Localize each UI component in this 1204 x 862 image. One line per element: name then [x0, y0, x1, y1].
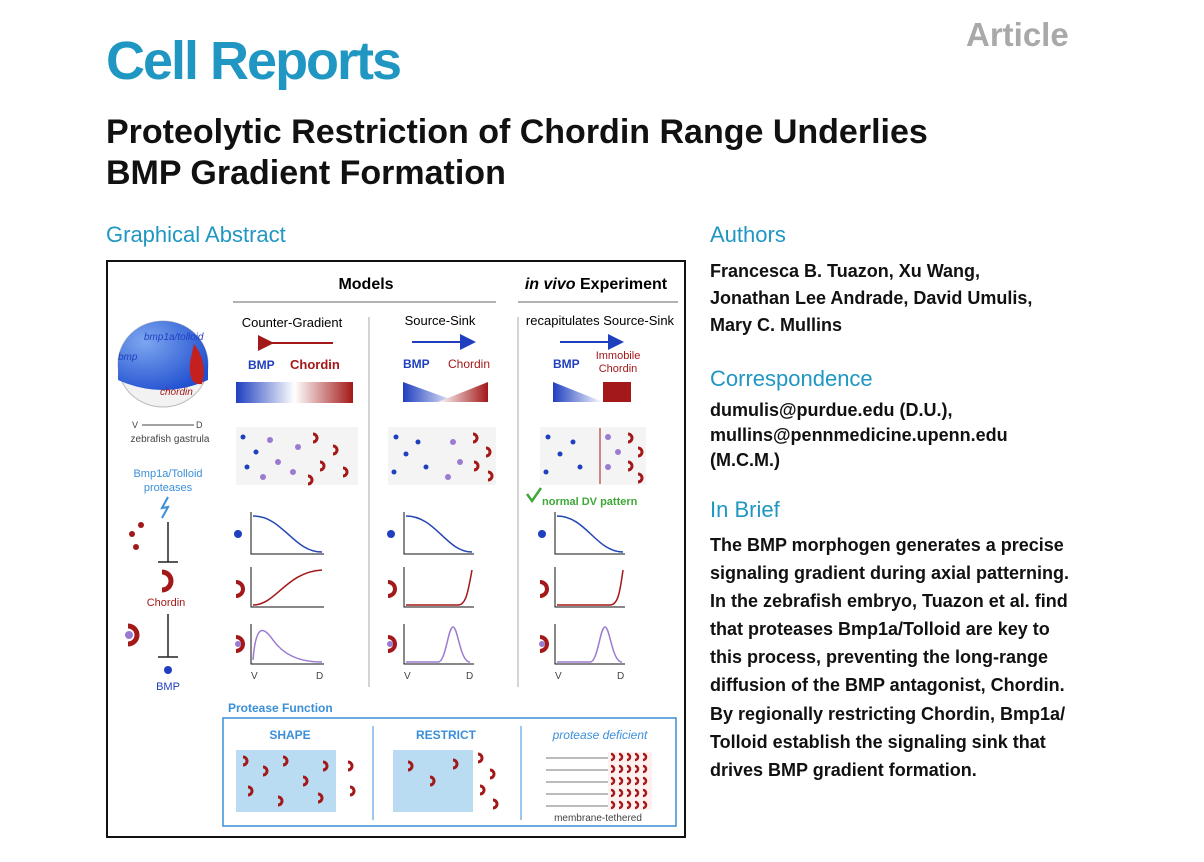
correspondence-heading: Correspondence: [710, 366, 873, 391]
bmp-curve: [406, 516, 472, 552]
embryo-caption: zebrafish gastrula: [130, 434, 210, 445]
complex-icon: [235, 641, 241, 647]
chordin-label: Chordin: [290, 357, 340, 372]
in-brief-line: diffusion of the BMP antagonist, Chordin.: [710, 675, 1065, 696]
lightning-icon: [162, 497, 168, 518]
chordin-gradient-triangle: [438, 382, 488, 402]
immobile-chordin-block: [603, 382, 631, 402]
cleaved-chordin-fragment: [129, 531, 135, 537]
left-chordin-label: Chordin: [146, 597, 186, 609]
chordin-icon: [236, 582, 243, 596]
proteases-label: Bmp1a/Tolloid: [133, 468, 203, 480]
chordin-icon: [162, 572, 171, 590]
correspondence-line: (M.C.M.): [710, 450, 780, 470]
authors-heading: Authors: [710, 222, 786, 247]
article-type-label: Article: [966, 16, 1069, 53]
in-vivo-experiment-label: [525, 276, 668, 293]
correspondence-block: [710, 398, 1170, 473]
journal-name: Cell Reports: [106, 31, 401, 91]
in-brief-line: that proteases Bmp1a/Tolloid are key to: [710, 619, 1050, 640]
plot-axis: [404, 624, 474, 664]
normal-pattern-label: normal DV pattern: [542, 496, 638, 508]
bmp-curve: [557, 516, 623, 552]
in-brief-heading: In Brief: [710, 497, 780, 522]
col-in-vivo: [527, 342, 646, 682]
article-title: [106, 112, 1106, 194]
diffusion-panel: [388, 427, 496, 485]
correspondence-email[interactable]: mullins@pennmedicine.upenn.edu: [710, 425, 1008, 445]
bmp-bound-icon: [125, 631, 133, 639]
authors-line: Francesca B. Tuazon, Xu Wang,: [710, 261, 981, 281]
in-brief-line: In the zebrafish embryo, Tuazon et al. find: [710, 591, 1068, 612]
shape-label: SHAPE: [269, 728, 311, 742]
diffusion-panel: [236, 427, 358, 485]
plot-axis: [251, 567, 324, 607]
col-counter-gradient: [234, 343, 358, 682]
cleaved-chordin-fragment: [133, 544, 139, 550]
authors-line: Jonathan Lee Andrade, David Umulis,: [710, 288, 1033, 308]
embryo-d-label: D: [196, 420, 203, 430]
in-brief-text: [710, 531, 1094, 784]
bmp-label: BMP: [403, 357, 430, 371]
graphical-abstract-svg: [108, 262, 684, 836]
bmp-icon: [538, 530, 546, 538]
embryo-bmp-label: bmp: [118, 352, 138, 363]
authors-line: Mary C. Mullins: [710, 315, 843, 335]
col-source-sink: [387, 342, 496, 682]
graphical-abstract-figure: [106, 260, 686, 838]
embryo-bmp1a-label: bmp1a/tolloid: [144, 332, 204, 343]
left-pathway: [125, 468, 203, 693]
in-brief-line: this process, preventing the long-range: [710, 647, 1049, 668]
complex-icon: [539, 641, 545, 647]
plot-axis: [555, 624, 625, 664]
in-brief-line: drives BMP gradient formation.: [710, 759, 977, 780]
correspondence-email[interactable]: dumulis@purdue.edu (D.U.),: [710, 400, 953, 420]
col-recapitulates-label: recapitulates Source-Sink: [525, 313, 675, 328]
axis-v-label: V: [251, 671, 258, 682]
title-line: Proteolytic Restriction of Chordin Range Underlies: [106, 113, 928, 151]
title-line: BMP Gradient Formation: [106, 154, 506, 192]
col-counter-gradient-label: Counter-Gradient: [241, 315, 343, 330]
axis-d-label: D: [617, 671, 625, 682]
bmp-icon: [164, 666, 172, 674]
authors-list: [710, 258, 1170, 339]
counter-gradient-bar: [236, 382, 353, 403]
axis-v-label: V: [555, 671, 562, 682]
protease-deficient-label: protease deficient: [552, 728, 648, 742]
in-brief-line: By regionally restricting Chordin, Bmp1a/: [710, 703, 1066, 724]
membrane-tethered-label: membrane-tethered: [554, 813, 642, 824]
cleaved-chordin-fragment: [138, 522, 144, 528]
chordin-curve: [406, 570, 472, 605]
in-brief-line: The BMP morphogen generates a precise: [710, 535, 1064, 555]
bmp-gradient-triangle: [553, 382, 603, 402]
chordin-label: Chordin: [448, 357, 491, 371]
protease-function-panel: [223, 701, 676, 826]
complex-icon: [387, 641, 393, 647]
axis-d-label: D: [316, 671, 324, 682]
proteases-label: proteases: [143, 482, 193, 494]
axis-v-label: V: [404, 671, 411, 682]
chordin-curve: [253, 570, 322, 605]
models-label: Models: [338, 276, 394, 293]
check-icon: [527, 488, 541, 501]
bmp-icon: [234, 530, 242, 538]
chordin-icon: [540, 582, 547, 596]
plot-axis: [555, 567, 625, 607]
bmp-label: BMP: [553, 357, 580, 371]
complex-curve: [253, 630, 322, 662]
graphical-abstract-heading: Graphical Abstract: [106, 222, 286, 247]
left-bmp-label: BMP: [156, 681, 180, 693]
complex-curve: [406, 627, 470, 662]
bmp-icon: [387, 530, 395, 538]
zebrafish-embryo-diagram: [118, 321, 210, 445]
embryo-v-label: V: [132, 420, 139, 430]
immobile-label: Immobile: [595, 350, 641, 362]
bmp-curve: [253, 516, 322, 552]
chordin-curve: [557, 570, 623, 605]
chordin-icon: [388, 582, 395, 596]
complex-curve: [557, 627, 622, 662]
tethered-membranes: [546, 758, 608, 806]
protease-function-title: Protease Function: [228, 701, 333, 715]
in-brief-line: signaling gradient during axial patterning.: [710, 563, 1070, 584]
in-brief-line: Tolloid establish the signaling sink that: [710, 731, 1046, 752]
bmp-label: BMP: [248, 358, 275, 372]
experiment-word: Experiment: [575, 276, 668, 293]
embryo-chordin-label: chordin: [160, 387, 193, 398]
axis-d-label: D: [466, 671, 474, 682]
in-vivo-italic: in vivo: [524, 276, 576, 293]
col-source-sink-label: Source-Sink: [404, 313, 476, 328]
restrict-label: RESTRICT: [416, 728, 476, 742]
immobile-chordin-label: Chordin: [598, 363, 638, 375]
